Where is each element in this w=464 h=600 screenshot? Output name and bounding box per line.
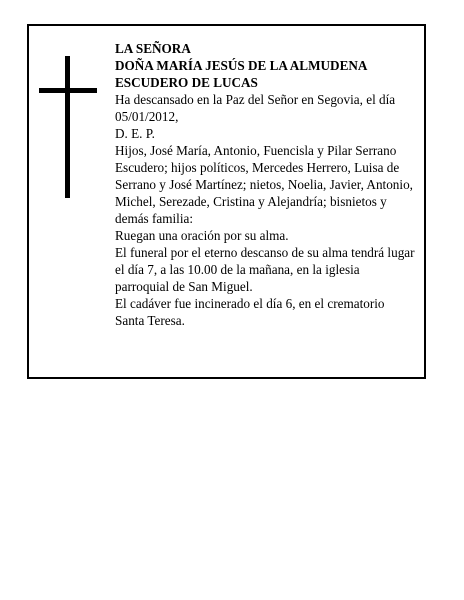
- deceased-name: DOÑA MARÍA JESÚS DE LA ALMUDENA ESCUDERO DE LUCAS: [115, 58, 367, 90]
- funeral-details: El funeral por el eterno descanso de su alma tendrá lugar el día 7, a las 10.00 de la mañana, en la iglesia parroquial de San Miguel.: [115, 245, 415, 294]
- obituary-notice: [27, 24, 426, 379]
- notice-title-line1: LA SEÑORA: [115, 41, 191, 56]
- cremation-details: El cadáver fue incinerado el día 6, en el crematorio Santa Teresa.: [115, 296, 385, 328]
- death-statement: Ha descansado en la Paz del Señor en Segovia, el día 05/01/2012,: [115, 92, 396, 124]
- prayer-request: Ruegan una oración por su alma.: [115, 228, 289, 243]
- rip-text: D. E. P.: [115, 126, 155, 141]
- notice-body: [115, 40, 415, 329]
- family-list: Hijos, José María, Antonio, Fuencisla y Pilar Serrano Escudero; hijos políticos, Mercedes Herrero, Luisa de Serrano y José Martínez; nietos, Noelia, Javier, Antonio, Michel, Serezade, Cristina y Alejandría; bisnietos y demás familia:: [115, 143, 413, 226]
- cross-vertical-bar: [65, 56, 70, 198]
- cross-icon: [39, 56, 99, 198]
- cross-horizontal-bar: [39, 88, 97, 93]
